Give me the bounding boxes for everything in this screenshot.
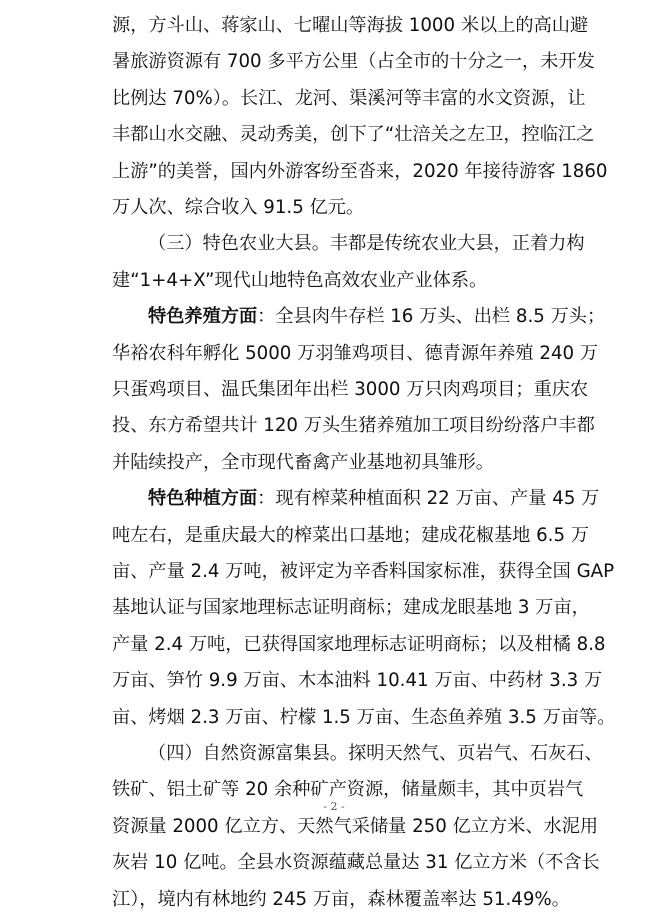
text-line [148,487,600,511]
text-line: 上游”的美誉，国内外游客纷至沓来，2020 年接待游客 1860 [112,160,608,182]
text-line [148,305,606,329]
paragraph-text: ：全县肉牛存栏 16 万头、出栏 8.5 万头； [257,306,606,328]
text-line: 暑旅游资源有 700 多平方公里（占全市的十分之一，未开发 [112,51,595,73]
paragraph-text: ：现有榨菜种植面积 22 万亩、产量 45 万 [257,488,600,510]
text-line: 比例达 70%）。长江、龙河、渠溪河等丰富的水文资源，让 [112,87,586,109]
text-line: 基地认证与国家地理标志证明商标；建成龙眼基地 3 万亩， [112,597,590,619]
text-line: 丰都山水交融、灵动秀美，创下了“壮涪关之左卫，控临江之 [112,124,595,146]
text-line: 灰岩 10 亿吨。全县水资源蕴藏总量达 31 亿立方米（不含长 [112,852,600,874]
text-line: 铁矿、铝土矿等 20 余种矿产资源，储量颇丰，其中页岩气 [112,779,584,801]
paragraph-heading: 特色种植方面 [148,488,258,510]
text-line: 产量 2.4 万吨，已获得国家地理标志证明商标；以及柑橘 8.8 [112,633,606,655]
text-line: 资源量 2000 亿立方、天然气采储量 250 亿立方米、水泥用 [112,815,599,837]
section-heading-line: （三）特色农业大县。丰都是传统农业大县，正着力构 [148,233,585,255]
text-line: 亩、产量 2.4 万吨，被评定为辛香料国家标准，获得全国 GAP [112,561,615,582]
text-line: 并陆续投产，全市现代畜禽产业基地初具雏形。 [112,451,494,473]
text-line: 源，方斗山、蒋家山、七曜山等海拔 1000 米以上的高山避 [112,15,589,36]
text-line: 只蛋鸡项目、温氏集团年出栏 3000 万只肉鸡项目；重庆农 [112,379,589,400]
paragraph-heading: 特色养殖方面 [148,306,258,328]
text-line: 华裕农科年孵化 5000 万羽雏鸡项目、德青源年养殖 240 万 [112,342,599,364]
page-number: - 2 - [323,800,345,813]
text-line: 万人次、综合收入 91.5 亿元。 [112,197,365,218]
text-line: 吨左右，是重庆最大的榨菜出口基地；建成花椒基地 6.5 万 [112,524,589,546]
text-line: 建“1+4+X”现代山地特色高效农业产业体系。 [112,269,488,291]
text-line: 投、东方希望共计 120 万头生猪养殖加工项目纷纷落户丰都 [112,415,595,437]
text-line: 亩、烤烟 2.3 万亩、柠檬 1.5 万亩、生态鱼养殖 3.5 万亩等。 [112,706,616,728]
section-heading-line: （四）自然资源富集县。探明天然气、页岩气、石灰石、 [148,743,603,764]
text-line: 江），境内有林地约 245 万亩，森林覆盖率达 51.49%。 [112,888,570,910]
text-line: 万亩、笋竹 9.9 万亩、木本油料 10.41 万亩、中药材 3.3 万 [112,670,603,692]
